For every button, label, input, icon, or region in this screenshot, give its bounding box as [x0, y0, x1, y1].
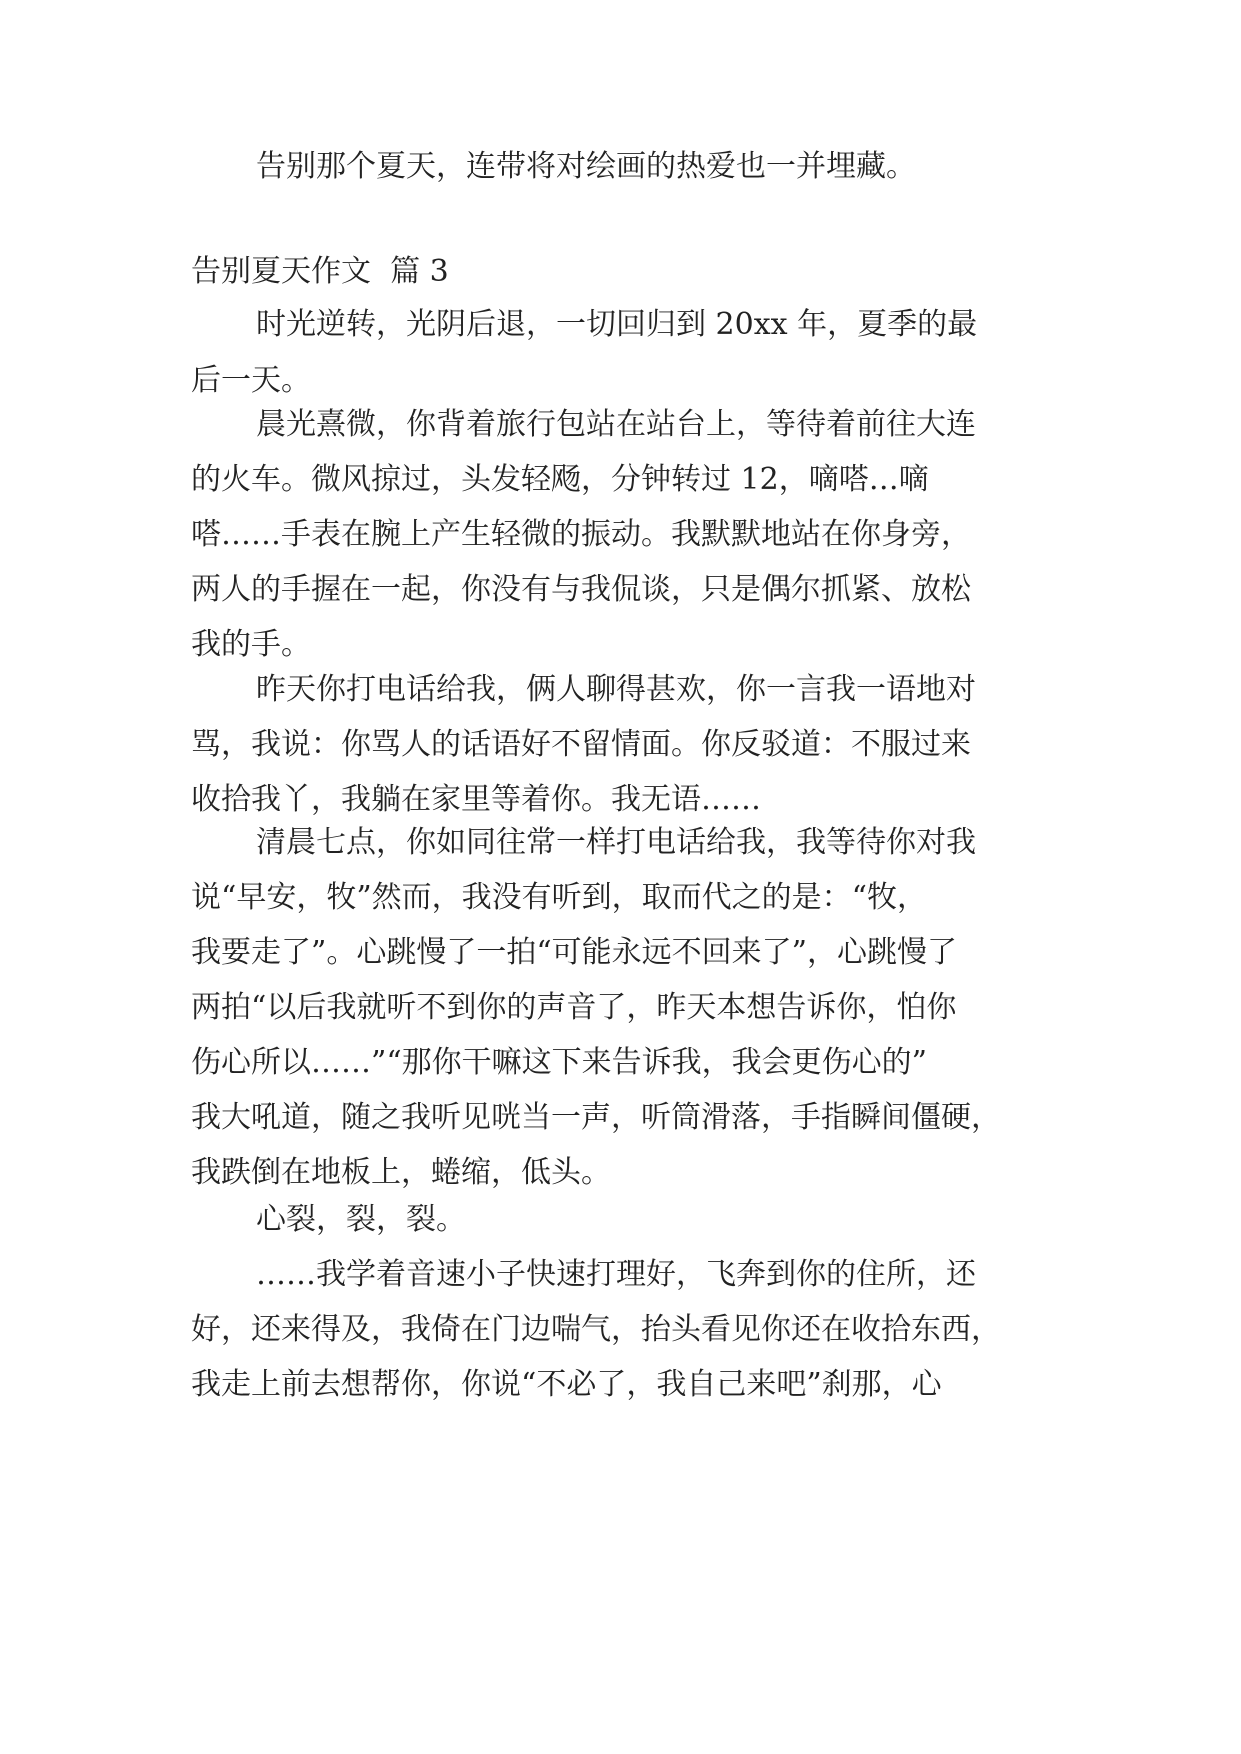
paragraph-line: 我的手。: [191, 627, 311, 662]
paragraph-line: 我大吼道，随之我听见咣当一声，听筒滑落，手指瞬间僵硬，: [191, 1100, 1001, 1135]
paragraph-line: 我要走了”。心跳慢了一拍“可能永远不回来了”，心跳慢了: [191, 935, 958, 970]
paragraph-line: 好，还来得及，我倚在门边喘气，抬头看见你还在收拾东西，: [191, 1312, 1001, 1347]
paragraph-line: 伤心所以……”“那你干嘛这下来告诉我，我会更伤心的”: [191, 1045, 928, 1080]
paragraph-line: 说“早安，牧”然而，我没有听到，取而代之的是：“牧，: [191, 880, 928, 915]
paragraph-line: 清晨七点，你如同往常一样打电话给我，我等待你对我: [256, 825, 976, 860]
paragraph-line: ……我学着音速小子快速打理好，飞奔到你的住所，还: [256, 1257, 976, 1292]
paragraph-line: 两人的手握在一起，你没有与我侃谈，只是偶尔抓紧、放松: [191, 572, 971, 607]
paragraph-closing-line: 告别那个夏天，连带将对绘画的热爱也一并埋藏。: [256, 149, 916, 184]
paragraph-line: 两拍“以后我就听不到你的声音了，昨天本想告诉你，怕你: [191, 990, 957, 1025]
paragraph-line: 收拾我丫，我躺在家里等着你。我无语……: [191, 782, 761, 817]
paragraph-line: 我走上前去想帮你，你说“不必了，我自己来吧”刹那，心: [191, 1367, 942, 1402]
paragraph-line: 时光逆转，光阴后退，一切回归到 20xx 年，夏季的最: [256, 307, 978, 342]
paragraph-line: 的火车。微风掠过，头发轻飏，分钟转过 12，嘀嗒…嘀: [191, 462, 929, 497]
paragraph-line: 后一天。: [191, 363, 311, 398]
paragraph-line: 骂，我说：你骂人的话语好不留情面。你反驳道：不服过来: [191, 727, 971, 762]
paragraph-line: 晨光熹微，你背着旅行包站在站台上，等待着前往大连: [256, 407, 976, 442]
paragraph-line: 嗒……手表在腕上产生轻微的振动。我默默地站在你身旁，: [191, 517, 971, 552]
paragraph-line: 昨天你打电话给我，俩人聊得甚欢，你一言我一语地对: [256, 672, 976, 707]
section-heading: 告别夏天作文 篇 3: [191, 254, 449, 289]
paragraph-line: 心裂，裂，裂。: [256, 1202, 466, 1237]
paragraph-line: 我跌倒在地板上，蜷缩，低头。: [191, 1155, 611, 1190]
